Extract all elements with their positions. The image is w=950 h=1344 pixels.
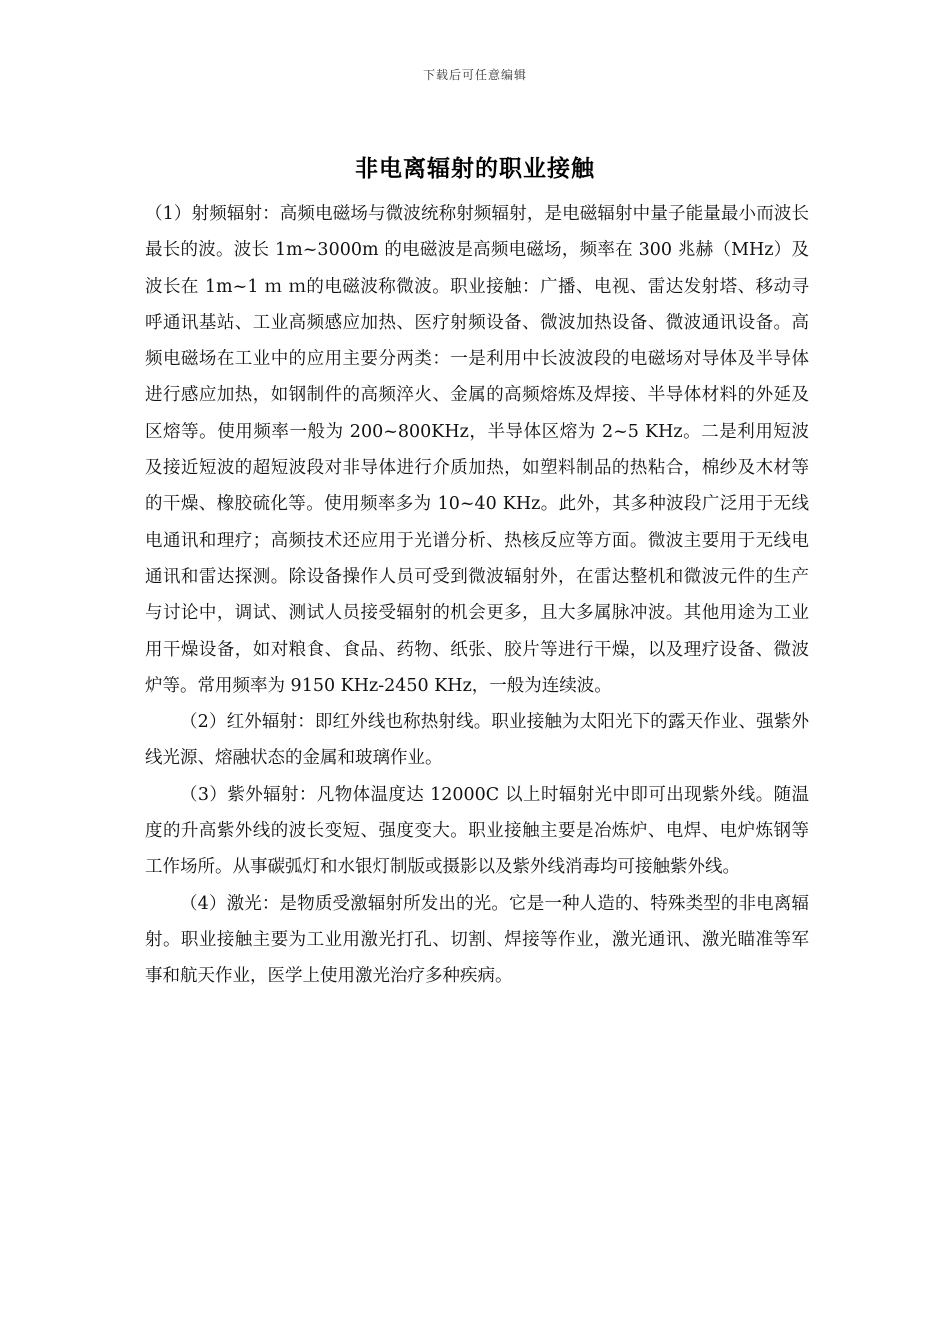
paragraph-rf-radiation: （1）射频辐射：高频电磁场与微波统称射频辐射，是电磁辐射中量子能量最小而波长最长的波。波长 1m~3000m 的电磁波是高频电磁场，频率在 300 兆赫（MHz）及波长在 1m~1 ｍ ｍ的电磁波称微波。职业接触：广播、电视、雷达发射塔、移动寻呼通讯基站、工业高频感应加热、医疗射频设备、微波加热设备、微波通讯设备。高频电磁场在工业中的应用主要分两类：一是利用中长波波段的电磁场对导体及半导体进行感应加热，如钢制件的高频淬火、金属的高频熔炼及焊接、半导体材料的外延及区熔等。使用频率一般为 200~800KHz，半导体区熔为 2~5 KHz。二是利用短波及接近短波的超短波段对非导体进行介质加热，如塑料制品的热粘合，棉纱及木材等的干燥、橡胶硫化等。使用频率多为 10~40 KHz。此外，其多种波段广泛用于无线电通讯和理疗；高频技术还应用于光谱分析、热核反应等方面。微波主要用于无线电通讯和雷达探测。除设备操作人员可受到微波辐射外，在雷达整机和微波元件的生产与讨论中，调试、测试人员接受辐射的机会更多，且大多属脉冲波。其他用途为工业用干燥设备，如对粮食、食品、药物、纸张、胶片等进行干燥，以及理疗设备、微波炉等。常用频率为 9150 KHz-2450 KHz，一般为连续波。: [145, 204, 809, 696]
document-body: [145, 196, 809, 995]
paragraph-laser: （4）激光：是物质受激辐射所发出的光。它是一种人造的、特殊类型的非电离辐射。职业接触主要为工业用激光打孔、切割、焊接等作业，激光通讯、激光瞄准等军事和航天作业，医学上使用激光治疗多种疾病。: [145, 893, 809, 987]
header-note: 下载后可任意编辑: [422, 68, 527, 82]
paragraph-ultraviolet-radiation: （3）紫外辐射：凡物体温度达 12000C 以上时辐射光中即可出现紫外线。随温度的升高紫外线的波长变短、强度变大。职业接触主要是冶炼炉、电焊、电炉炼钢等工作场所。从事碳弧灯和水银灯制版或摄影以及紫外线消毒均可接触紫外线。: [145, 784, 809, 878]
paragraph-infrared-radiation: （2）红外辐射：即红外线也称热射线。职业接触为太阳光下的露天作业、强紫外线光源、熔融状态的金属和玻璃作业。: [145, 712, 809, 769]
document-title: 非电离辐射的职业接触: [355, 156, 595, 182]
